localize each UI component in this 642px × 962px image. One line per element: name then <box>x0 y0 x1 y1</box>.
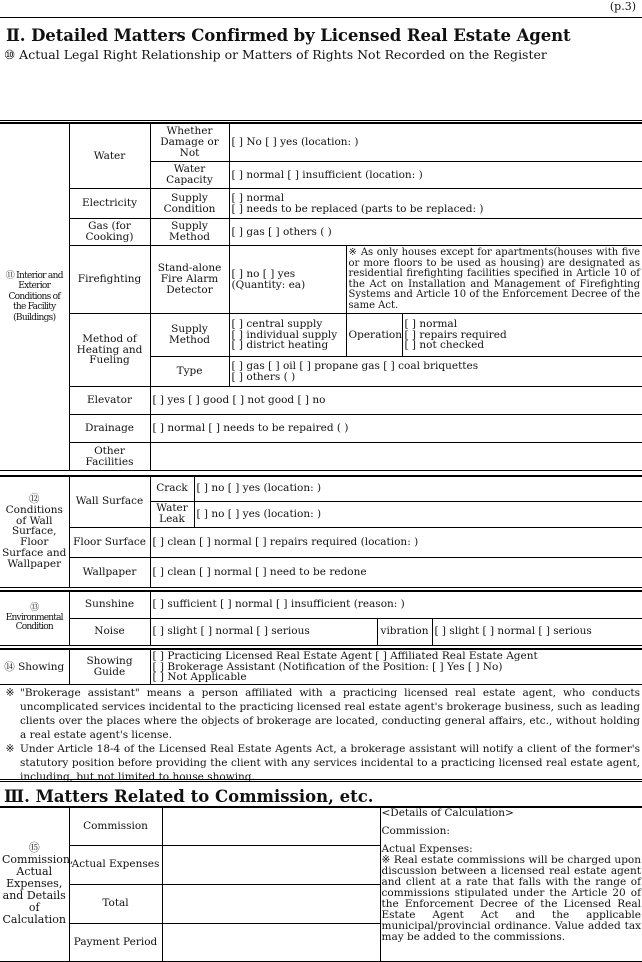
gas-label: Gas (for Cooking) <box>69 219 150 246</box>
note-1 <box>0 686 640 742</box>
elevator-label: Elevator <box>69 387 150 415</box>
notes <box>0 686 640 784</box>
actual-expenses-label: Actual Expenses <box>69 845 162 884</box>
electricity-sub: Supply Condition <box>150 189 229 219</box>
water-damage-value[interactable]: [ ] No [ ] yes (location: ) <box>229 124 642 162</box>
floor-surface-value[interactable]: [ ] clean [ ] normal [ ] repairs required (location: ) <box>150 527 642 557</box>
section2-title: Ⅱ. Detailed Matters Confirmed by Licensed Real Estate Agent <box>6 26 571 45</box>
section3-rule <box>0 779 642 782</box>
heating-op3: [ ] not checked <box>404 339 485 352</box>
floor-surface-label: Floor Surface <box>69 527 150 557</box>
electricity-label: Electricity <box>69 189 150 219</box>
drainage-value[interactable]: [ ] normal [ ] needs to be repaired ( ) <box>150 415 642 443</box>
note-2-text: Under Article 18-4 of the Licensed Real Estate Agents Act, a brokerage assistant will notify a client of the former's statutory position before providing the client with any services incidental to a practicing licensed real estate agent, including, but not limited to house showing. <box>20 743 640 783</box>
commission-label: Commission <box>69 807 162 845</box>
leak-value[interactable]: [ ] no [ ] yes (location: ) <box>194 501 642 527</box>
showing-line1: [ ] Practicing Licensed Real Estate Agent [ ] Affiliated Real Estate Agent <box>152 649 538 662</box>
heating-type2: [ ] others ( ) <box>231 370 296 383</box>
drainage-label: Drainage <box>69 415 150 443</box>
item11-label: ⑪ Interior and Exterior Conditions of the Facility (Buildings) <box>0 124 69 471</box>
crack-value[interactable]: [ ] no [ ] yes (location: ) <box>194 476 642 501</box>
noise-value[interactable]: [ ] slight [ ] normal [ ] serious <box>150 618 377 645</box>
actual-expenses-value[interactable] <box>162 845 380 884</box>
noise-label: Noise <box>69 618 150 645</box>
elevator-value[interactable]: [ ] yes [ ] good [ ] not good [ ] no <box>150 387 642 415</box>
note-1-text: "Brokerage assistant" means a person affiliated with a practicing licensed real estate agent, who conducts uncomplicated services incidental to the practicing licensed real estate agent's brokerage business, such as leading clients over the places where the objects of brokerage are located, conducting general affairs, etc., without holding a real estate agent's license. <box>20 687 640 741</box>
showing-guide-value[interactable] <box>150 649 642 685</box>
vibration-value[interactable]: [ ] slight [ ] normal [ ] serious <box>432 618 642 645</box>
commission-value[interactable] <box>162 807 380 845</box>
fire-sub: Stand-alone Fire Alarm Detector <box>150 246 229 314</box>
details-actual[interactable]: Actual Expenses: <box>381 843 473 856</box>
heating-op-value[interactable] <box>402 314 642 357</box>
heating-supply1: [ ] central supply <box>231 317 323 330</box>
electricity-value[interactable] <box>229 189 642 219</box>
heating-type1: [ ] gas [ ] oil [ ] propane gas [ ] coal briquettes <box>231 359 479 372</box>
item10-label: ⑩ Actual Legal Right Relationship or Matters of Rights Not Recorded on the Register <box>4 47 547 62</box>
electricity-line1: [ ] normal <box>231 191 285 204</box>
electricity-line2: [ ] needs to be replaced (parts to be replaced: ) <box>231 202 484 215</box>
heating-supply-value[interactable] <box>229 314 346 357</box>
total-value[interactable] <box>162 884 380 923</box>
item12-label: ⑫ Conditions of Wall Surface, Floor Surface and Wallpaper <box>0 476 69 587</box>
item15-label: ⑮ Commission, Actual Expenses, and Details of Calculation <box>0 807 69 961</box>
fire-note: ※ As only houses except for apartments(houses with five or more floors to be used as housing) are designated as residential firefighting facilities specified in Article 10 of the Act on Installation and Management of Firefighting Systems and Article 10 of the Enforcement Decree of the same Act. <box>346 246 642 314</box>
top-rule <box>0 17 642 18</box>
page-label: (p.3) <box>609 0 636 13</box>
other-facilities-label: Other Facilities <box>69 443 150 471</box>
water-capacity-label: Water Capacity <box>150 162 229 189</box>
fire-label: Firefighting <box>69 246 150 314</box>
calculation-details <box>380 807 642 961</box>
wallpaper-value[interactable]: [ ] clean [ ] normal [ ] need to be redone <box>150 557 642 587</box>
heating-type-label: Type <box>150 357 229 387</box>
other-facilities-value[interactable] <box>150 443 642 471</box>
details-commission[interactable]: Commission: <box>381 825 450 838</box>
item13-label: ⑬ Environmental Condition <box>0 591 69 645</box>
water-capacity-value[interactable]: [ ] normal [ ] insufficient (location: ) <box>229 162 642 189</box>
showing-line3: [ ] Not Applicable <box>152 671 247 684</box>
section3-title: Ⅲ. Matters Related to Commission, etc. <box>4 787 374 806</box>
sunshine-value[interactable]: [ ] sufficient [ ] normal [ ] insufficient (reason: ) <box>150 591 642 618</box>
heating-op1: [ ] normal <box>404 317 458 330</box>
wall-surface-label: Wall Surface <box>69 476 150 527</box>
crack-label: Crack <box>150 476 194 501</box>
gas-value[interactable]: [ ] gas [ ] others ( ) <box>229 219 642 246</box>
water-label: Water <box>69 124 150 189</box>
note-mark: ※ <box>5 687 15 699</box>
heating-supply-label: Supply Method <box>150 314 229 357</box>
note-mark: ※ <box>5 743 15 755</box>
details-explanation: ※ Real estate commissions will be charged upon discussion between a licensed real estate agent and client at a rate that falls with the range of commissions stipulated under the Article 20 of the Enforcement Decree of the Licensed Real Estate Agent Act and the applicable municipal/provincial ordinance. Value added tax may be added to the commissions. <box>381 854 641 944</box>
payment-period-label: Payment Period <box>69 923 162 961</box>
item14-label: ⑭ Showing <box>0 649 69 685</box>
payment-period-value[interactable] <box>162 923 380 961</box>
heating-op2: [ ] repairs required <box>404 328 507 341</box>
gas-sub: Supply Method <box>150 219 229 246</box>
fire-value[interactable]: [ ] no [ ] yes (Quantity: ea) <box>229 246 346 314</box>
sunshine-label: Sunshine <box>69 591 150 618</box>
commission-table <box>0 806 642 962</box>
note-2 <box>0 742 640 784</box>
heating-label: Method of Heating and Fueling <box>69 314 150 387</box>
facility-conditions-table <box>0 123 642 471</box>
leak-label: Water Leak <box>150 501 194 527</box>
showing-table <box>0 648 642 685</box>
heating-type-value[interactable] <box>229 357 642 387</box>
wallpaper-label: Wallpaper <box>69 557 150 587</box>
environment-table <box>0 590 642 646</box>
heating-supply3: [ ] district heating <box>231 339 329 352</box>
wall-floor-table <box>0 475 642 588</box>
heating-op-label: Operation <box>346 314 402 357</box>
total-label: Total <box>69 884 162 923</box>
showing-line2: [ ] Brokerage Assistant (Notification of the Position: [ ] Yes [ ] No) <box>152 660 503 673</box>
vibration-label: vibration <box>377 618 432 645</box>
showing-guide-label: Showing Guide <box>69 649 150 685</box>
heating-supply2: [ ] individual supply <box>231 328 338 341</box>
water-damage-label: Whether Damage or Not <box>150 124 229 162</box>
details-title: <Details of Calculation> <box>381 807 514 819</box>
